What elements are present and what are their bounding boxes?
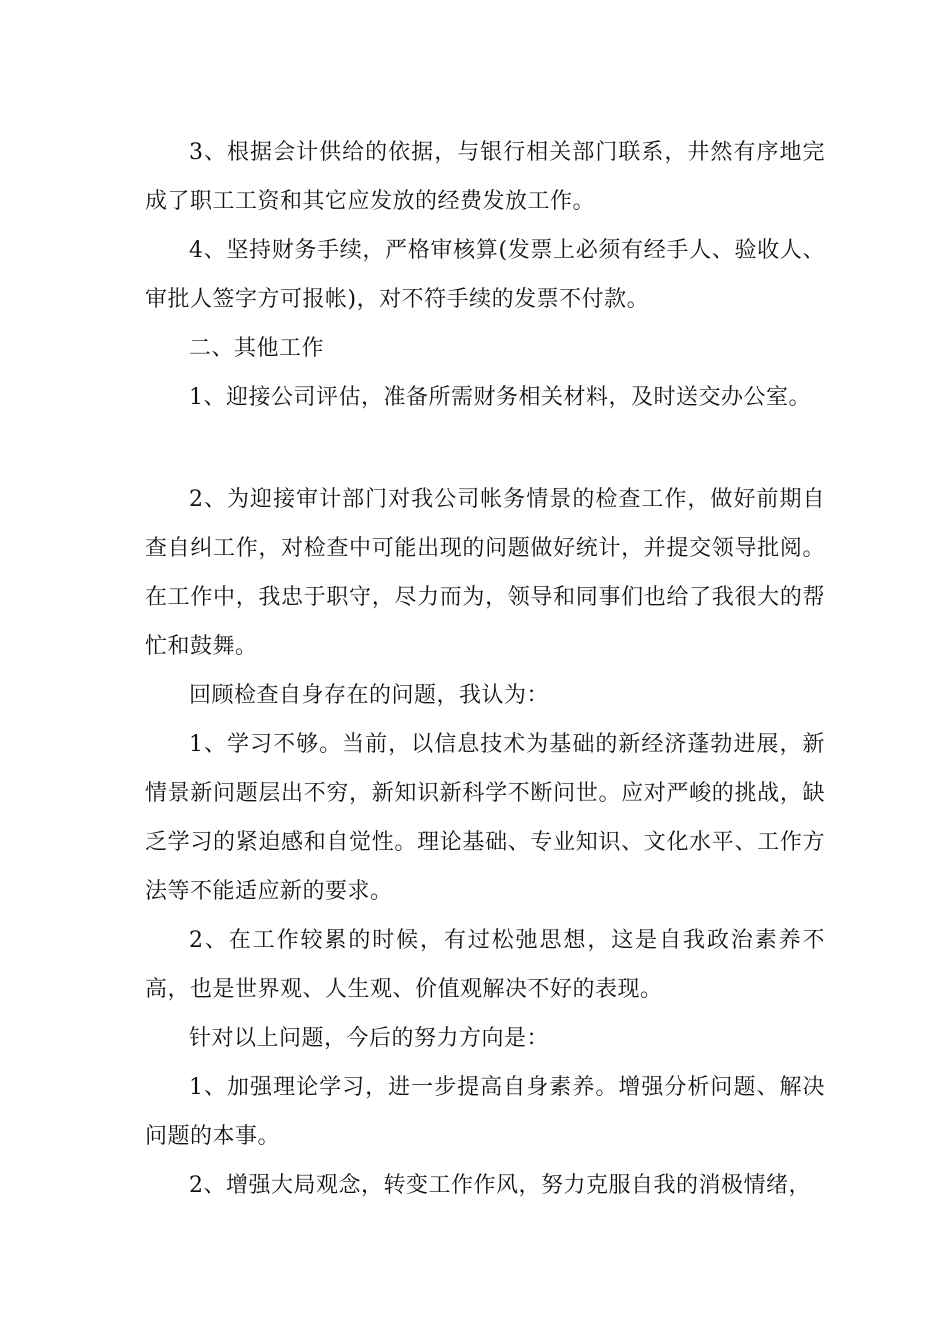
paragraph-audit: 2、为迎接审计部门对我公司帐务情景的检查工作，做好前期自查自纠工作，对检查中可能出现的问题做好统计，并提交领导批阅。在工作中，我忠于职守，尽力而为，领导和同事们也给了我很大的帮忙和鼓舞。 bbox=[145, 487, 825, 659]
paragraph-direction-theory: 1、加强理论学习，进一步提高自身素养。增强分析问题、解决问题的本事。 bbox=[145, 1075, 825, 1149]
paragraph-problem-study: 1、学习不够。当前，以信息技术为基础的新经济蓬勃进展，新情景新问题层出不穷，新知识新科学不断问世。应对严峻的挑战，缺乏学习的紧迫感和自觉性。理论基础、专业知识、文化水平、工作方法等不能适应新的要求。 bbox=[145, 732, 825, 904]
section-heading-other-work: 二、其他工作 bbox=[189, 336, 325, 361]
paragraph-direction-intro: 针对以上问题，今后的努力方向是： bbox=[189, 1026, 550, 1051]
paragraph-evaluation: 1、迎接公司评估，准备所需财务相关材料，及时送交办公室。 bbox=[189, 385, 811, 410]
paragraph-review-intro: 回顾检查自身存在的问题，我认为： bbox=[189, 683, 550, 708]
paragraph-payroll: 3、根据会计供给的依据，与银行相关部门联系，井然有序地完成了职工工资和其它应发放的经费发放工作。 bbox=[145, 140, 825, 214]
paragraph-invoice-review: 4、坚持财务手续，严格审核算(发票上必须有经手人、验收人、审批人签字方可报帐)，对不符手续的发票不付款。 bbox=[145, 238, 825, 312]
paragraph-gap bbox=[145, 422, 825, 475]
paragraph-direction-overall: 2、增强大局观念，转变工作作风，努力克服自我的消极情绪， bbox=[189, 1173, 811, 1198]
paragraph-problem-attitude: 2、在工作较累的时候，有过松弛思想，这是自我政治素养不高，也是世界观、人生观、价值观解决不好的表现。 bbox=[145, 928, 825, 1002]
document-body bbox=[145, 128, 825, 1210]
